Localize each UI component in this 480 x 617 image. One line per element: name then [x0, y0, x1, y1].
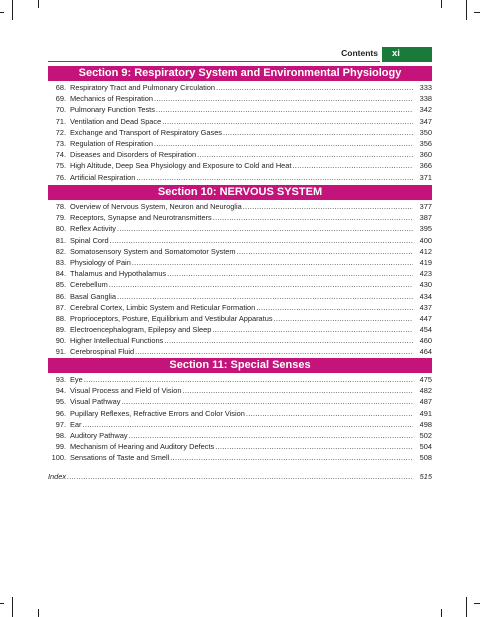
page-number: 437 — [419, 302, 432, 312]
page-number: 387 — [419, 213, 432, 223]
toc-entry[interactable] — [48, 291, 432, 302]
chapter-number: 69. — [55, 94, 66, 104]
toc-entry[interactable] — [48, 408, 432, 419]
toc-entry[interactable] — [48, 223, 432, 234]
page-number: 360 — [419, 150, 432, 160]
dot-leader — [154, 93, 413, 104]
toc-entry[interactable] — [48, 149, 432, 160]
page-number: 434 — [419, 291, 432, 301]
chapter-number: 80. — [55, 224, 66, 234]
index-title: Index — [48, 472, 67, 481]
section-heading — [48, 185, 432, 200]
chapter-title: Cerebral Cortex, Limbic System and Reticular Formation — [70, 302, 256, 312]
chapter-number: 70. — [55, 105, 66, 115]
chapter-number: 97. — [55, 419, 66, 429]
chapter-number: 71. — [55, 116, 66, 126]
section-chapter-list — [48, 201, 432, 369]
toc-entry[interactable] — [48, 335, 432, 346]
page-number: 447 — [419, 313, 432, 323]
dot-leader — [135, 346, 413, 357]
chapter-title: Spinal Cord — [70, 235, 109, 245]
toc-entry[interactable] — [48, 441, 432, 452]
page-number: 419 — [419, 257, 432, 267]
toc-entry[interactable] — [48, 419, 432, 430]
dot-leader — [156, 104, 413, 115]
crop-mark-bottom-left-v2 — [38, 609, 39, 617]
chapter-title: Ventilation and Dead Space — [70, 116, 162, 126]
page-number: 423 — [419, 269, 432, 279]
section-chapter-list — [48, 82, 432, 194]
dot-leader — [170, 452, 413, 463]
dot-leader — [197, 149, 413, 160]
chapter-number: 74. — [55, 150, 66, 160]
dot-leader — [164, 335, 413, 346]
dot-leader — [117, 291, 413, 302]
toc-entry[interactable] — [48, 374, 432, 385]
page-number: 430 — [419, 280, 432, 290]
chapter-number: 94. — [55, 386, 66, 396]
header-rule — [48, 61, 380, 62]
page-number: 460 — [419, 336, 432, 346]
page-number: 482 — [419, 386, 432, 396]
page-number: 333 — [419, 83, 432, 92]
dot-leader — [162, 116, 413, 127]
chapter-title: Diseases and Disorders of Respiration — [70, 150, 197, 160]
chapter-title: Receptors, Synapse and Neurotransmitters — [70, 213, 212, 223]
chapter-number: 84. — [55, 269, 66, 279]
page-number: 338 — [419, 94, 432, 104]
dot-leader — [83, 419, 413, 430]
chapter-title: High Altitude, Deep Sea Physiology and Exposure to Cold and Heat — [70, 161, 292, 171]
page-number: 366 — [419, 161, 432, 171]
chapter-title: Overview of Nervous System, Neuron and Neuroglia — [70, 202, 242, 211]
toc-entry[interactable] — [48, 201, 432, 212]
chapter-title: Sensations of Taste and Smell — [70, 453, 170, 463]
toc-entry[interactable] — [48, 302, 432, 313]
page-number: 504 — [419, 442, 432, 452]
dot-leader — [154, 138, 413, 149]
dot-leader — [243, 201, 413, 212]
toc-entry[interactable] — [48, 212, 432, 223]
crop-mark-top-left-v — [12, 0, 13, 20]
page-number: 412 — [419, 246, 432, 256]
chapter-number: 82. — [55, 246, 66, 256]
toc-entry[interactable] — [48, 138, 432, 149]
running-header — [48, 47, 432, 62]
crop-mark-top-right-v — [466, 0, 467, 20]
dot-leader — [246, 408, 413, 419]
toc-entry[interactable] — [48, 346, 432, 357]
chapter-title: Thalamus and Hypothalamus — [70, 269, 167, 279]
chapter-title: Exchange and Transport of Respiratory Gases — [70, 127, 222, 137]
chapter-title: Reflex Activity — [70, 224, 116, 234]
crop-mark-top-left-h — [0, 12, 4, 13]
chapter-number: 73. — [55, 138, 66, 148]
page-number: 395 — [419, 224, 432, 234]
toc-entry[interactable] — [48, 396, 432, 407]
chapter-number: 72. — [55, 127, 66, 137]
chapter-number: 95. — [55, 397, 66, 407]
chapter-title: Mechanics of Respiration — [70, 94, 153, 104]
page-number: 502 — [419, 430, 432, 440]
dot-leader — [213, 212, 413, 223]
chapter-title: Ear — [70, 419, 82, 429]
toc-entry[interactable] — [48, 93, 432, 104]
page-number: 454 — [419, 325, 432, 335]
section-chapter-list — [48, 374, 432, 464]
chapter-title: Visual Process and Field of Vision — [70, 386, 182, 396]
chapter-number: 87. — [55, 302, 66, 312]
header-page-tab — [382, 47, 432, 62]
index-page-number: 515 — [419, 472, 432, 481]
chapter-title: Somatosensory System and Somatomotor System — [70, 246, 236, 256]
dot-leader — [84, 374, 413, 385]
page-number: 342 — [419, 105, 432, 115]
chapter-title: Basal Ganglia — [70, 291, 117, 301]
toc-entry[interactable] — [48, 268, 432, 279]
dot-leader — [274, 313, 413, 324]
chapter-title: Visual Pathway — [70, 397, 121, 407]
chapter-number: 90. — [55, 336, 66, 346]
dot-leader — [216, 82, 413, 93]
section-title: Section 9: Respiratory System and Environmental Physiology — [78, 67, 402, 79]
chapter-number: 96. — [55, 408, 66, 418]
section-heading — [48, 358, 432, 373]
chapter-number: 88. — [55, 313, 66, 323]
dot-leader — [117, 223, 413, 234]
dot-leader — [237, 246, 413, 257]
chapter-title: Higher Intellectual Functions — [70, 336, 164, 346]
section-title: Section 11: Special Senses — [169, 359, 311, 371]
chapter-title: Proprioceptors, Posture, Equilibrium and Vestibular Apparatus — [70, 313, 273, 323]
toc-entry[interactable] — [48, 279, 432, 290]
section-title: Section 10: NERVOUS SYSTEM — [157, 186, 323, 198]
toc-entry[interactable] — [48, 257, 432, 268]
chapter-number: 100. — [51, 453, 66, 463]
chapter-number: 81. — [55, 235, 66, 245]
chapter-number: 76. — [55, 172, 66, 182]
page-number: 498 — [419, 419, 432, 429]
toc-entry[interactable] — [48, 313, 432, 324]
page-number: 464 — [419, 347, 432, 357]
crop-mark-bottom-right-h — [474, 603, 480, 604]
header-page-number: xi — [392, 48, 400, 59]
chapter-number: 83. — [55, 257, 66, 267]
page-number: 350 — [419, 127, 432, 137]
chapter-title: Pulmonary Function Tests — [70, 105, 155, 115]
chapter-number: 75. — [55, 161, 66, 171]
dot-leader — [182, 385, 413, 396]
chapter-number: 93. — [55, 375, 66, 384]
chapter-title: Physiology of Pain — [70, 257, 131, 267]
toc-entry-index[interactable] — [48, 471, 432, 483]
dot-leader — [121, 396, 413, 407]
dot-leader — [256, 302, 413, 313]
page-number: 487 — [419, 397, 432, 407]
toc-entry[interactable] — [48, 430, 432, 441]
chapter-title: Eye — [70, 375, 83, 384]
dot-leader — [132, 257, 413, 268]
chapter-title: Regulation of Respiration — [70, 138, 153, 148]
chapter-number: 79. — [55, 213, 66, 223]
toc-entry[interactable] — [48, 324, 432, 335]
header-label: Contents — [341, 48, 378, 58]
section-heading — [48, 66, 432, 81]
page-number: 356 — [419, 138, 432, 148]
page-number: 400 — [419, 235, 432, 245]
crop-mark-top-right-v2 — [441, 0, 442, 8]
chapter-title: Pupillary Reflexes, Refractive Errors and Color Vision — [70, 408, 245, 418]
page-number: 347 — [419, 116, 432, 126]
toc-entry[interactable] — [48, 385, 432, 396]
crop-mark-top-right-h — [474, 12, 480, 13]
page-number: 491 — [419, 408, 432, 418]
chapter-title: Cerebrospinal Fluid — [70, 347, 135, 357]
chapter-title: Electroencephalogram, Epilepsy and Sleep — [70, 325, 212, 335]
page-number: 508 — [419, 453, 432, 463]
dot-leader — [212, 324, 413, 335]
chapter-title: Respiratory Tract and Pulmonary Circulation — [70, 83, 215, 92]
toc-entry[interactable] — [48, 246, 432, 257]
toc-entry[interactable] — [48, 452, 432, 463]
dot-leader — [129, 430, 413, 441]
chapter-number: 98. — [55, 430, 66, 440]
page-number: 377 — [419, 202, 432, 211]
toc-entry[interactable] — [48, 82, 432, 93]
crop-mark-top-left-v2 — [38, 0, 39, 8]
crop-mark-bottom-right-v2 — [441, 609, 442, 617]
dot-leader — [215, 441, 413, 452]
chapter-number: 91. — [55, 347, 66, 357]
page-number: 371 — [419, 172, 432, 182]
crop-mark-bottom-left-v — [12, 597, 13, 617]
crop-mark-bottom-left-h — [0, 603, 4, 604]
chapter-title: Artificial Respiration — [70, 172, 136, 182]
dot-leader — [136, 172, 413, 183]
chapter-number: 85. — [55, 280, 66, 290]
toc-entry[interactable] — [48, 172, 432, 183]
dot-leader — [110, 235, 413, 246]
chapter-title: Auditory Pathway — [70, 430, 128, 440]
dot-leader — [109, 279, 413, 290]
dot-leader — [223, 127, 413, 138]
chapter-number: 86. — [55, 291, 66, 301]
toc-entry[interactable] — [48, 160, 432, 171]
page-number: 475 — [419, 375, 432, 384]
dot-leader — [67, 471, 413, 483]
chapter-number: 89. — [55, 325, 66, 335]
chapter-number: 99. — [55, 442, 66, 452]
chapter-number: 78. — [55, 202, 66, 211]
toc-entry[interactable] — [48, 235, 432, 246]
chapter-number: 68. — [55, 83, 66, 92]
chapter-title: Cerebellum — [70, 280, 108, 290]
dot-leader — [167, 268, 413, 279]
toc-entry[interactable] — [48, 104, 432, 115]
toc-entry[interactable] — [48, 127, 432, 138]
crop-mark-bottom-right-v — [466, 597, 467, 617]
chapter-title: Mechanism of Hearing and Auditory Defects — [70, 442, 215, 452]
dot-leader — [292, 160, 413, 171]
toc-entry[interactable] — [48, 116, 432, 127]
